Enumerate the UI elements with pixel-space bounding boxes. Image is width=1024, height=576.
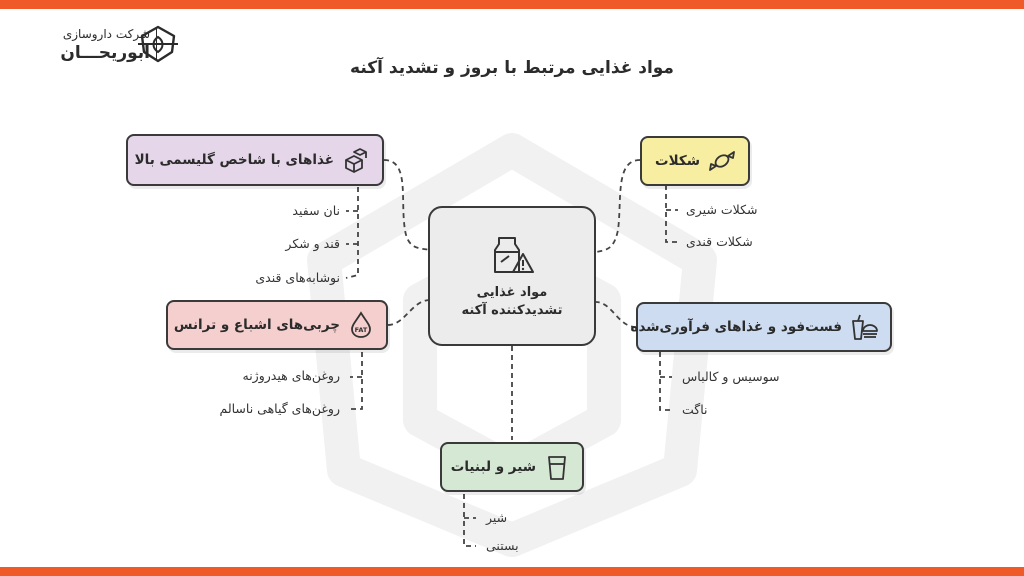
node-fats-label: چربی‌های اشباع و ترانس [173, 317, 340, 333]
leaf-fastfood-1: سوسیس و کالباس [682, 369, 780, 384]
link-high-gi [384, 160, 430, 250]
leaf-dairy-2: بستنی [486, 538, 519, 553]
node-chocolate-label: شکلات [655, 153, 700, 169]
node-high-gi [126, 134, 384, 186]
leaf-shield-icon [136, 24, 180, 64]
node-fastfood-label: فست‌فود و غذاهای فرآوری‌شده [630, 319, 842, 335]
node-chocolate [640, 136, 750, 186]
sugar-cubes-icon [342, 146, 370, 174]
svg-text:FAT: FAT [354, 326, 368, 334]
diagram-title: مواد غذایی مرتبط با بروز و تشدید آکنه [350, 58, 674, 78]
node-high-gi-label: غذاهای با شاخص گلیسمی بالا [134, 152, 334, 168]
center-label: مواد غذایی تشدیدکننده آکنه [461, 285, 563, 318]
leaf-fats-2: روغن‌های گیاهی ناسالم [219, 401, 340, 416]
link-chocolate [596, 160, 640, 252]
fat-drop-icon [348, 311, 374, 339]
leaf-dairy-1: شیر [486, 510, 508, 525]
node-dairy [440, 442, 584, 492]
fastfood-icon [850, 313, 878, 341]
node-fats [166, 300, 388, 350]
brand-logo [34, 24, 184, 68]
brand-line2: ابوریحـــان [60, 43, 150, 63]
center-node [428, 206, 596, 346]
leaf-high-gi-1: نان سفید [292, 203, 340, 218]
leaf-chocolate-1: شکلات شیری [686, 202, 758, 217]
candy-icon [708, 147, 736, 175]
milk-bottle-warning-icon [489, 232, 535, 278]
leaf-fastfood-2: ناگت [682, 402, 708, 417]
node-fastfood [630, 302, 892, 352]
brand-line1: شرکت داروسازی [62, 27, 150, 41]
leaf-fats-1: روغن‌های هیدروژنه [242, 368, 340, 383]
leaf-chocolate-2: شکلات قندی [686, 234, 753, 249]
link-fats [388, 300, 430, 325]
milk-glass-icon [544, 453, 570, 481]
node-dairy-label: شیر و لبنیات [450, 459, 536, 475]
leaf-high-gi-2: قند و شکر [285, 236, 340, 251]
leaf-high-gi-3: نوشابه‌های قندی [255, 270, 340, 285]
